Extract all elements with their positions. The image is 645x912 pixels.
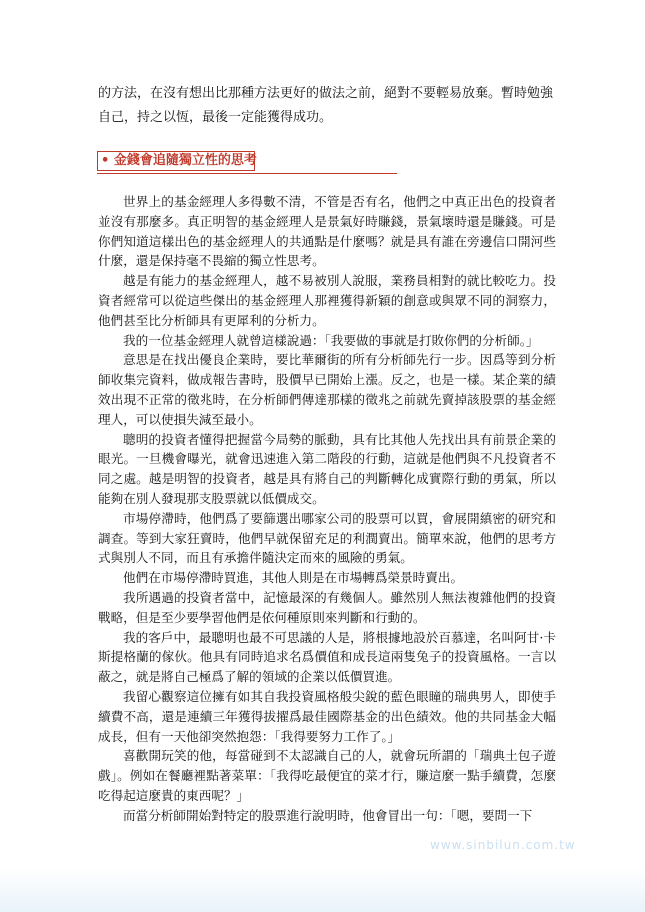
- watermark-band: [0, 868, 645, 912]
- paragraph: 喜歡開玩笑的他，每當碰到不太認識自己的人，就會玩所謂的「瑞典土包子遊戲」。例如在餐廳裡點著菜單：「我得吃最便宜的菜才行，賺這麼一點手續費，怎麼吃得起這麼貴的東西呢？」: [98, 748, 556, 803]
- intro-paragraph: 的方法，在沒有想出比那種方法更好的做法之前，絕對不要輕易放棄。暫時勉強自己，持之以恆，最後一定能獲得成功。: [98, 86, 554, 125]
- paragraph: 我所遇過的投資者當中，記憶最深的有幾個人。雖然別人無法複雜他們的投資戰略，但是至少要學習他們是依何種原則來判斷和行動的。: [98, 589, 556, 625]
- paragraph: 他們在市場停滯時買進，其他人則是在市場轉爲榮景時賣出。: [123, 570, 464, 586]
- paragraph: 聰明的投資者懂得把握當今局勢的脈動，具有比其他人先找出具有前景企業的眼光。一旦機會曝光，就會迅速進入第二階段的行動，這就是他們與不凡投資者不同之處。越是明智的投資者，越是具有將自己的判斷轉化成實際行動的勇氣，所以能夠在別人發現那支股票就以低價成交。: [98, 431, 556, 506]
- watermark: www.sinbilun.com.tw: [430, 838, 576, 852]
- paragraph: 我的一位基金經理人就曾這樣說過：「我要做的事就是打敗你們的分析師。」: [123, 332, 539, 348]
- paragraph: 世界上的基金經理人多得數不清，不管是否有名，他們之中真正出色的投資者並沒有那麼多。真正明智的基金經理人是景氣好時賺錢，景氣壞時還是賺錢。可是你們知道這樣出色的基金經理人的共通點是什麼嗎？就是具有誰在旁邊信口開河些什麼，還是保持毫不畏縮的獨立性思考。: [98, 194, 556, 269]
- paragraph: 市場停滯時，他們爲了要篩選出哪家公司的股票可以買，會展開縝密的研究和調查。等到大家狂賣時，他們早就保留充足的利潤賣出。簡單來說，他們的思考方式與別人不同，而且有承擔伴隨決定而來的風險的勇氣。: [98, 510, 556, 566]
- body-text: [98, 192, 556, 826]
- paragraph: 意思是在找出優良企業時，要比華爾街的所有分析師先行一步。因爲等到分析師收集完資料，做成報告書時，股價早已開始上漲。反之，也是一樣。某企業的績效出現不正常的徵兆時，在分析師們傳達那樣的徵兆之前就先賣掉該股票的基金經理人，可以使損失減至最小。: [98, 352, 556, 427]
- paragraph: 我留心觀察這位擁有如其自我投資風格般尖銳的藍色眼瞳的瑞典男人，即使手續費不高，還是連續三年獲得拔擢爲最佳國際基金的出色績效。他的共同基金大幅成長，但有一天他卻突然抱怨：「我得要努力工作了。」: [98, 688, 556, 744]
- paragraph: 越是有能力的基金經理人，越不易被別人說服，業務員相對的就比較吃力。投資者經常可以從這些傑出的基金經理人那裡獲得新穎的創意或與眾不同的洞察力，他們甚至比分析師具有更犀利的分析力。: [98, 273, 556, 328]
- paragraph: 而當分析師開始對特定的股票進行說明時，他會冒出一句：「嗯，要問一下: [123, 807, 533, 823]
- section-heading-rule: [97, 173, 397, 174]
- section-heading: • 金錢會追隨獨立性的思考: [101, 153, 257, 168]
- paragraph: 我的客戶中，最聰明也最不可思議的人是，將根據地設於百慕達，名叫阿甘·卡斯提格蘭的傢伙。他具有同時追求名爲價值和成長這兩隻兔子的投資風格。一言以蔽之，就是將自己極爲了解的領域的企業以低價買進。: [98, 629, 556, 685]
